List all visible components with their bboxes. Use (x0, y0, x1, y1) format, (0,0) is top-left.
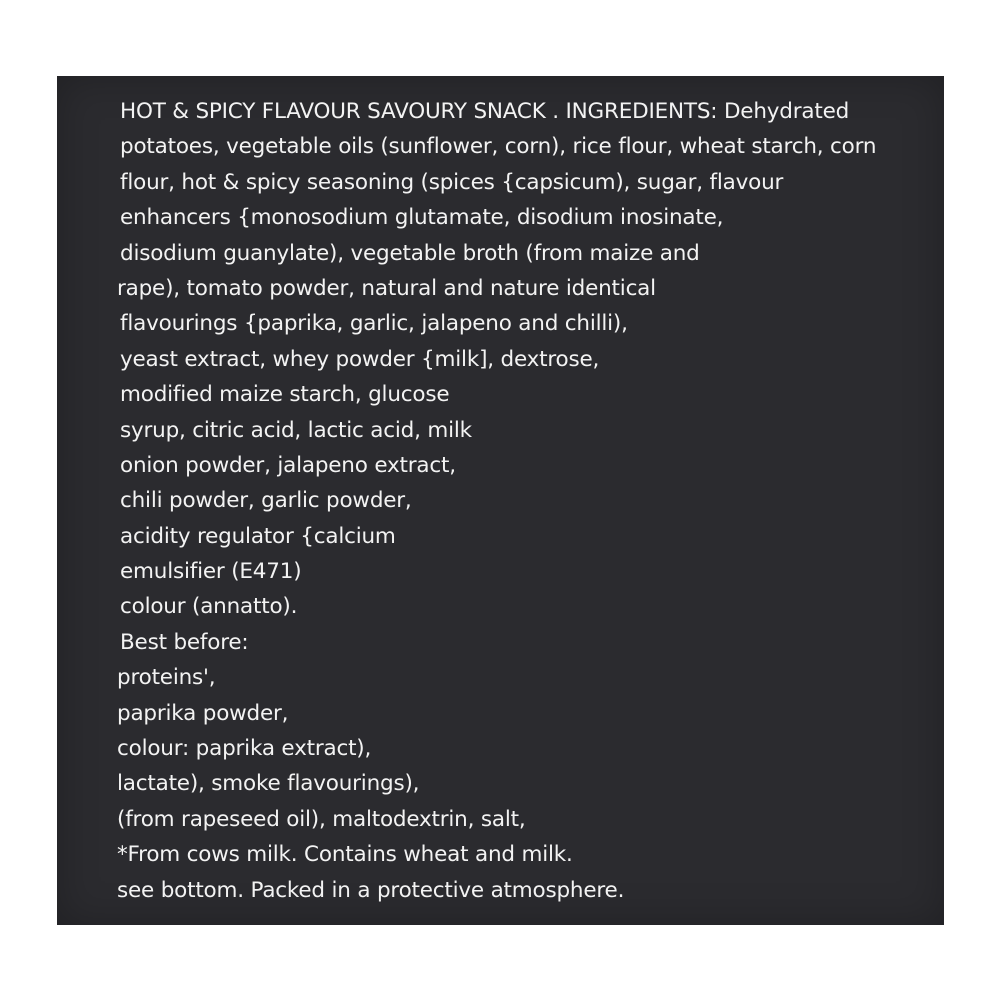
label-line: potatoes, vegetable oils (sunflower, corn), rice flour, wheat starch, corn (120, 134, 877, 160)
label-line: lactate), smoke flavourings), (117, 771, 420, 797)
label-line: (from rapeseed oil), maltodextrin, salt, (117, 806, 526, 832)
label-line: flour, hot & spicy seasoning (spices {capsicum), sugar, flavour (120, 169, 784, 195)
label-line: yeast extract, whey powder {milk], dextrose, (120, 346, 600, 372)
label-line: paprika powder, (117, 700, 289, 726)
label-line: colour: paprika extract), (117, 736, 372, 762)
label-line: chili powder, garlic powder, (120, 488, 412, 514)
label-line: *From cows milk. Contains wheat and milk. (117, 842, 573, 868)
label-line: HOT & SPICY FLAVOUR SAVOURY SNACK . INGREDIENTS: Dehydrated (120, 99, 850, 124)
label-line: disodium guanylate), vegetable broth (from maize and (120, 240, 700, 266)
label-line: emulsifier (E471) (120, 559, 302, 585)
label-line: Best before: (120, 629, 249, 655)
label-line: colour (annatto). (120, 594, 298, 620)
ingredients-label-panel (57, 76, 944, 925)
label-line: see bottom. Packed in a protective atmosphere. (117, 877, 625, 903)
label-line: enhancers {monosodium glutamate, disodium inosinate, (120, 205, 724, 231)
label-line: flavourings {paprika, garlic, jalapeno and chilli), (120, 311, 628, 337)
label-line: syrup, citric acid, lactic acid, milk (120, 417, 472, 443)
label-line: modified maize starch, glucose (120, 382, 450, 408)
ingredients-text (117, 94, 920, 908)
label-line: rape), tomato powder, natural and nature identical (117, 275, 656, 301)
label-line: acidity regulator {calcium (120, 523, 396, 549)
label-line: proteins', (117, 665, 216, 691)
label-line: onion powder, jalapeno extract, (120, 452, 456, 478)
